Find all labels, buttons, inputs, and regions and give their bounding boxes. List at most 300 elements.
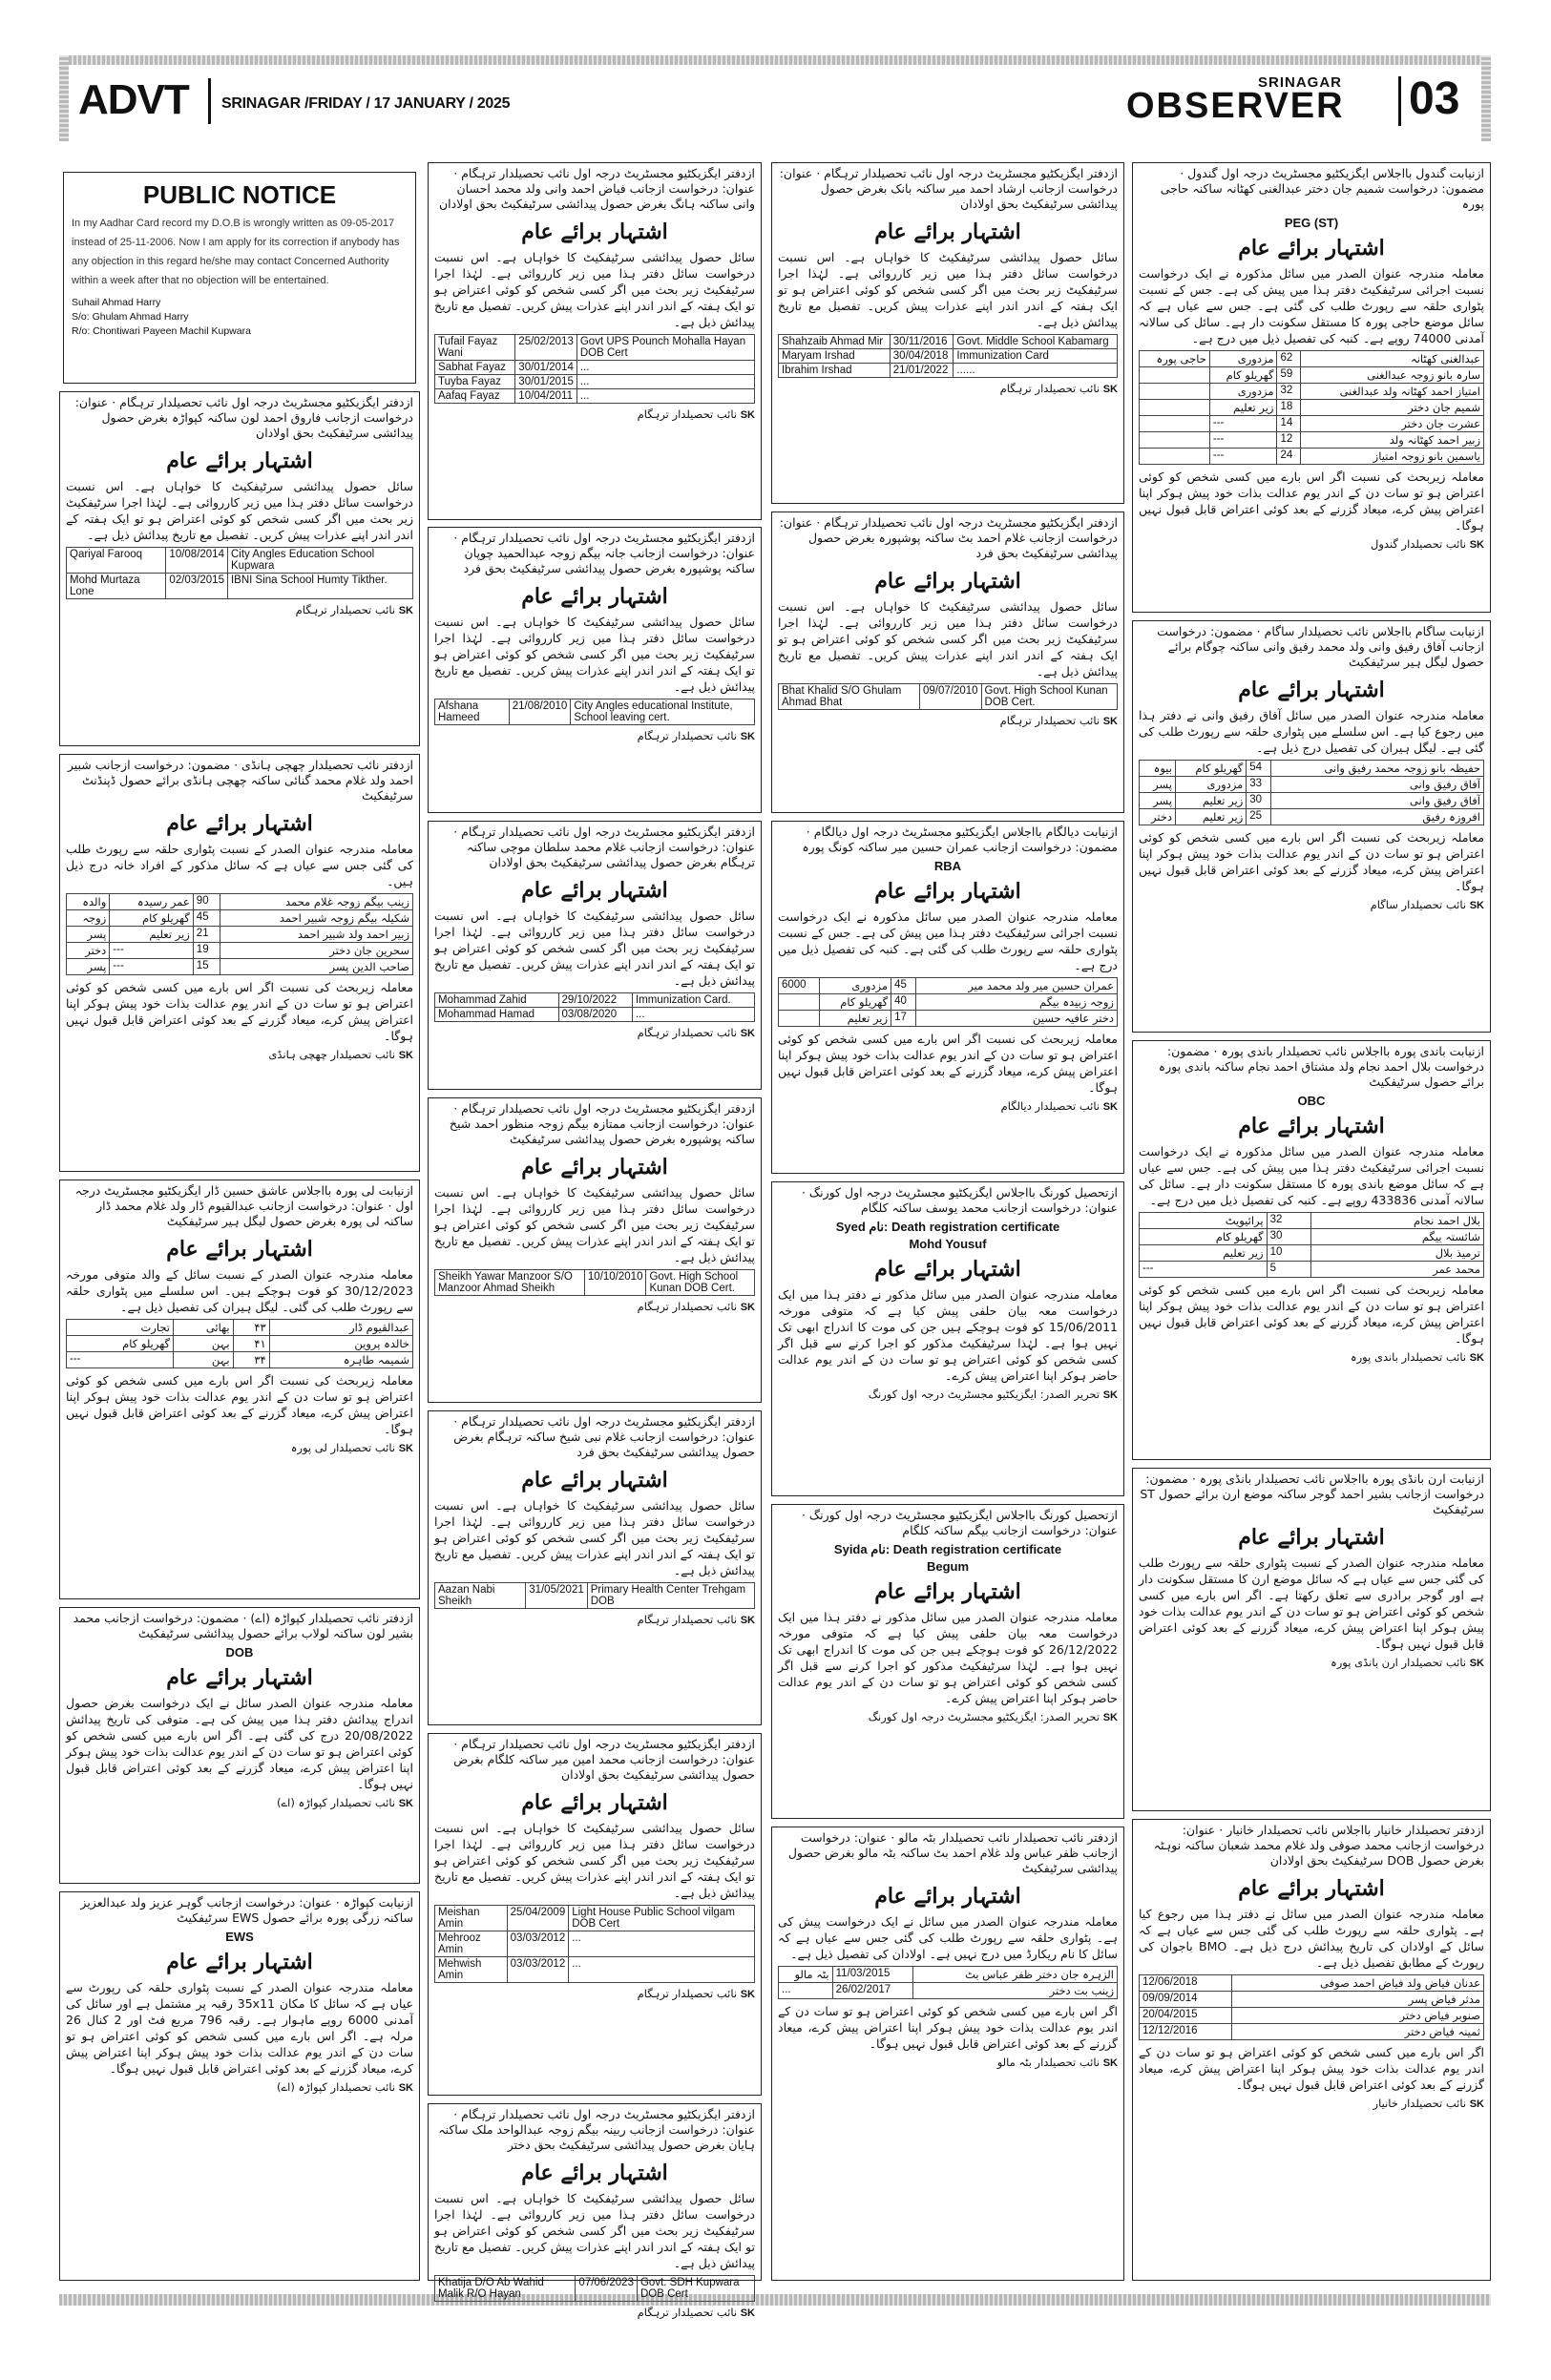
table-row	[1140, 2024, 1484, 2040]
table-cell: مزدوری	[1209, 351, 1277, 367]
table-row	[435, 1957, 755, 1983]
table-cell: بھائی	[173, 1320, 233, 1336]
table-cell: Ibrahim Irshad	[779, 364, 891, 378]
table-row	[435, 361, 755, 375]
table-cell	[1140, 384, 1210, 400]
details-table	[778, 977, 1118, 1027]
sk-mark: SK	[1102, 384, 1118, 395]
table-cell: 24	[1277, 449, 1301, 465]
sk-mark: SK	[1102, 716, 1118, 727]
ad-footer	[772, 2054, 1123, 2071]
table-cell: 10/10/2010	[584, 1270, 646, 1296]
table-cell: Immunization Card.	[632, 993, 754, 1008]
table-cell: امتیاز احمد کھٹانہ ولد عبدالغنی	[1301, 384, 1484, 400]
table-cell: Mehrooz Amin	[435, 1931, 508, 1957]
table-cell: ......	[954, 364, 1118, 378]
table-cell: 32	[1267, 1213, 1311, 1229]
ad-closing: معاملہ زیربحث کی نسبت اگر اس بارے میں کسی شخص کو کوئی اعتراض ہو تو سات دن کے اندر یوم عدالت بذات خود پیش ہوکر اپنا اعتراض پیش کرے، میعاد گزرنے کے بعد کوئی اعتراض قابل قبول نہیں ہوگا۔	[1139, 470, 1484, 532]
ad-heading: ازنیابت باندی پورہ بااجلاس نائب تحصیلدار باندی پورہ · مضمون: درخواست بلال احمد نجام ولد مشتاق احمد نجام ساکنہ باندی پورہ برائے حصول سرٹیفکیٹ	[1158, 1044, 1484, 1089]
ad-title: اشتہار برائے عام	[166, 1665, 313, 1690]
ad-body: معاملہ مندرجہ عنوان الصدر میں سائل مذکور نے دفتر ہذا میں ایک درخواست معہ بیان حلفی پیش کیا ہے کہ متوفی مورخہ 26/12/2022 کو فوت ہوچکے ہیں جن کی موت کا اندراج ابھی تک نہیں ہوا ہے۔ لہٰذا سرٹیفکیٹ مذکور کو اجرا کرنے سے قبل اگر کسی شخص کو کوئی اعتراض ہو تو سات دن کے اندر یوم عدالت حاضر ہوکر اپنا اعتراض پیش کرے۔	[778, 1610, 1118, 1705]
ad-closing: معاملہ زیربحث کی نسبت اگر اس بارے میں کسی شخص کو کوئی اعتراض ہو تو سات دن کے اندر یوم عدالت بذات خود پیش ہوکر اپنا اعتراض پیش کرے، میعاد گزرنے کے بعد کوئی اعتراض قابل قبول نہیں ہوگا۔	[66, 980, 413, 1043]
table-cell: عبدالقیوم ڈار	[269, 1320, 412, 1336]
table-cell: ---	[1209, 449, 1277, 465]
table-row	[1140, 1245, 1484, 1262]
table-row	[435, 1270, 755, 1296]
ad-heading: ازدفتر ایگزیکٹیو مجسٹریٹ درجہ اول نائب تحصیلدار ترہگام · عنوان: درخواست ازجانب ارشاد احمد میر ساکنہ بانک بغرض حصول پیدائشی سرٹیفکیٹ بحق اولادان	[779, 166, 1118, 211]
deceased-name: Mohd Yousuf	[909, 1237, 987, 1251]
table-cell: دختر	[67, 943, 110, 959]
page-frame-bottom	[59, 2294, 1491, 2306]
public-notice-signature	[72, 296, 408, 339]
ad-footer	[772, 712, 1123, 729]
ad-title: اشتہار برائے عام	[166, 449, 313, 473]
table-cell: شمیمہ طاہرہ	[269, 1352, 412, 1368]
table-cell: گھریلو کام	[1209, 367, 1277, 384]
table-cell: گھریلو کام	[1175, 761, 1246, 777]
ad-body: سائل حصول پیدائشی سرٹیفکیٹ کا خواہاں ہے۔ اس نسبت درخواست سائل دفتر ہذا میں زیر کارروائی ہے۔ لہٰذا اجرا سرٹیفکیٹ زیر بحث میں اگر کسی شخص کو کوئی اعتراض ہو تو ایک ہفتہ کے اندر اندر اپنے عذرات پیش کریں۔ تفصیل مع تاریخ پیدائش ذیل ہے۔	[434, 908, 755, 988]
table-cell: 31/05/2021	[526, 1583, 588, 1609]
table-cell: Afshana Hameed	[435, 699, 510, 725]
issuing-officer: نائب تحصیلدار ترہگام	[637, 1613, 738, 1626]
ad-body: معاملہ مندرجہ عنوان الصدر میں سائل مذکور نے دفتر ہذا میں ایک درخواست معہ بیان حلفی پیش کیا ہے کہ متوفی مورخہ 15/06/2011 کو فوت ہوچکے ہیں جن کی موت کا اندراج ابھی تک نہیں ہوا ہے۔ لہٰذا سرٹیفکیٹ مذکور کو اجرا کرنے سے قبل اگر کسی شخص کو کوئی اعتراض ہو تو سات دن کے اندر یوم عدالت حاضر ہوکر اپنا اعتراض پیش کرے۔	[778, 1287, 1118, 1383]
sk-mark: SK	[398, 605, 413, 616]
certificate-type: DOB	[225, 1645, 254, 1660]
table-cell: Mohammad Zahid	[435, 993, 559, 1008]
ad-heading: ازدفتر ایگزیکٹیو مجسٹریٹ درجہ اول نائب تحصیلدار ترہگام · عنوان: درخواست ازجانب محمد امین میر ساکنہ کلگام بغرض حصول پیدائشی سرٹیفکیٹ بحق اولادان	[453, 1737, 755, 1782]
ad-box	[59, 754, 420, 1172]
ad-box	[59, 1891, 420, 2281]
table-cell: دختر	[1140, 809, 1176, 825]
sk-mark: SK	[398, 1798, 413, 1809]
table-cell: ---	[1209, 416, 1277, 432]
ad-box	[771, 1181, 1124, 1496]
table-cell: زینب بیگم زوجہ غلام محمد	[220, 894, 412, 910]
ad-heading: ازدفتر ایگزیکٹیو مجسٹریٹ درجہ اول نائب تحصیلدار ترہگام · عنوان: درخواست ازجانب غلام نبی شیخ ساکنہ ترہگام بغرض حصول پیدائشی سرٹیفکیٹ بحق فرد	[453, 1414, 755, 1459]
ad-footer	[1133, 896, 1490, 913]
ad-title: اشتہار برائے عام	[1238, 1876, 1385, 1901]
table-row	[435, 389, 755, 404]
ad-heading: ازنیابت گندول بااجلاس ایگزیکٹیو مجسٹریٹ درجہ اول گندول · مضمون: درخواست شمیم جان دختر عبدالغنی کھٹانہ ساکنہ حاجی پورہ	[1160, 166, 1484, 211]
table-cell: Aafaq Fayaz	[435, 389, 515, 404]
ad-title: اشتہار برائے عام	[1238, 1114, 1385, 1138]
table-cell	[779, 1011, 820, 1027]
table-cell: آفاق رفیق وانی	[1271, 777, 1484, 793]
ad-body: سائل حصول پیدائشی سرٹیفکیٹ کا خواہاں ہے۔ اس نسبت درخواست سائل دفتر ہذا میں زیر کارروائی ہے۔ لہٰذا اجرا سرٹیفکیٹ زیر بحث میں اگر کسی شخص کو کوئی اعتراض ہو تو ایک ہفتہ کے اندر اندر اپنے عذرات پیش کریں۔ تفصیل مع تاریخ پیدائش ذیل ہے۔	[434, 1498, 755, 1577]
table-cell: عمران حسین میر ولد محمد میر	[916, 978, 1118, 994]
issuing-officer: نائب تحصیلدار کپواڑہ (اے)	[276, 1796, 396, 1809]
table-cell: عبدالغنی کھٹانہ	[1301, 351, 1484, 367]
table-cell: عشرت جان دختر	[1301, 416, 1484, 432]
issuing-officer: نائب تحصیلدار ترہگام	[637, 729, 738, 742]
table-cell: پسر	[1140, 793, 1176, 809]
table-cell: گھریلو کام	[67, 1336, 174, 1352]
ad-heading: ازدفتر تحصیلدار خانیار بااجلاس نائب تحصیلدار خانیار · عنوان: درخواست ازجانب محمد صوفی ولد غلام محمد شعبان ساکنہ نوہٹہ بغرض حصول DOB سرٹیفکیٹ بحق اولادان	[1153, 1823, 1484, 1868]
table-cell: پسر	[67, 959, 110, 975]
table-row	[1140, 449, 1484, 465]
ad-footer	[1133, 1654, 1490, 1671]
ad-footer	[429, 2304, 761, 2321]
table-cell: زوجہ	[67, 910, 110, 927]
table-cell: ...	[576, 361, 754, 375]
table-row	[1140, 367, 1484, 384]
table-cell: الزہرہ جان دختر ظفر عباس بٹ	[913, 1967, 1118, 1983]
ad-body: سائل حصول پیدائشی سرٹیفکیٹ کا خواہاں ہے۔ اس نسبت درخواست سائل دفتر ہذا میں زیر کارروائی ہے۔ لہٰذا اجرا سرٹیفکیٹ زیر بحث میں اگر کسی شخص کو کوئی اعتراض ہو تو ایک ہفتہ کے اندر اندر اپنے عذرات پیش کریں۔ تفصیل مع تاریخ پیدائش ذیل ہے۔	[434, 1821, 755, 1900]
table-row	[67, 548, 413, 574]
issuing-officer: تحریر الصدر: ایگزیکٹیو مجسٹریٹ درجہ اول کورنگ	[868, 1710, 1100, 1723]
table-cell: 19	[193, 943, 220, 959]
table-cell: Tufail Fayaz Wani	[435, 335, 515, 361]
ad-title: اشتہار برائے عام	[874, 1884, 1021, 1909]
issuing-officer: نائب تحصیلدار باندی پورہ	[1350, 1350, 1467, 1364]
ad-footer	[429, 727, 761, 744]
table-cell: 54	[1247, 761, 1271, 777]
table-cell: ...	[779, 1983, 833, 1999]
table-cell: 33	[1247, 777, 1271, 793]
issuing-officer: نائب تحصیلدار ترہگام	[295, 603, 396, 616]
table-cell: 10	[1267, 1245, 1311, 1262]
page-frame-right	[1481, 55, 1491, 141]
table-cell: 45	[891, 978, 916, 994]
ad-footer	[60, 2078, 419, 2096]
table-row	[779, 335, 1118, 349]
issuing-officer: نائب تحصیلدار کپواڑہ (اے)	[276, 2080, 396, 2094]
table-cell	[1140, 367, 1210, 384]
table-cell: 30/01/2015	[515, 375, 577, 389]
table-cell: 21/08/2010	[509, 699, 571, 725]
table-cell: حفیظہ بانو زوجہ محمد رفیق وانی	[1271, 761, 1484, 777]
details-table	[66, 547, 413, 599]
table-row	[1140, 793, 1484, 809]
table-cell: محمد عمر	[1311, 1262, 1484, 1278]
table-cell: Tuyba Fayaz	[435, 375, 515, 389]
table-cell	[779, 994, 820, 1011]
details-table	[1139, 350, 1484, 465]
ad-box	[1132, 1040, 1491, 1460]
page-frame-left	[59, 55, 69, 141]
ad-heading: ازدفتر نائب تحصیلدار چھچی ہانڈی · مضمون: درخواست ازجانب شبیر احمد ولد غلام محمد گنائی ساکنہ چھچی ہانڈی برائے حصول ڈپنڈنٹ سرٹیفکیٹ	[67, 758, 413, 803]
ad-closing: معاملہ زیربحث کی نسبت اگر اس بارے میں کسی شخص کو کوئی اعتراض ہو تو سات دن کے اندر یوم عدالت بذات خود پیش ہوکر اپنا اعتراض پیش کرے، میعاد گزرنے کے بعد کوئی اعتراض قابل قبول نہیں ہوگا۔	[1139, 830, 1484, 893]
details-table	[434, 1582, 755, 1609]
table-cell: City Angles educational Institute, School leaving cert.	[571, 699, 755, 725]
ad-body: سائل حصول پیدائشی سرٹیفکیٹ کا خواہاں ہے۔ اس نسبت درخواست سائل دفتر ہذا میں زیر کارروائی ہے۔ لہٰذا اجرا سرٹیفکیٹ زیر بحث میں اگر کسی شخص کو کوئی اعتراض ہو تو ایک ہفتہ کے اندر اندر اپنے عذرات پیش کریں۔ تفصیل مع تاریخ پیدائش ذیل ہے۔	[66, 479, 413, 542]
ad-box	[59, 391, 420, 746]
table-cell: 18	[1277, 400, 1301, 416]
table-row	[67, 943, 413, 959]
table-cell: زیر تعلیم	[820, 1011, 891, 1027]
table-cell: 14	[1277, 416, 1301, 432]
ad-box	[771, 162, 1124, 504]
ad-closing: معاملہ زیربحث کی نسبت اگر اس بارے میں کسی شخص کو کوئی اعتراض ہو تو سات دن کے اندر یوم عدالت بذات خود پیش ہوکر اپنا اعتراض پیش کرے، میعاد گزرنے کے بعد کوئی اعتراض قابل قبول نہیں ہوگا۔	[778, 1032, 1118, 1095]
table-row	[779, 684, 1118, 710]
sk-mark: SK	[740, 1028, 755, 1039]
table-cell: بلال احمد نجام	[1311, 1213, 1484, 1229]
table-cell: 21/01/2022	[890, 364, 954, 378]
ad-box	[428, 162, 762, 520]
sk-mark: SK	[1469, 2098, 1484, 2110]
table-cell: 29/10/2022	[558, 993, 632, 1008]
ad-footer	[1133, 1348, 1490, 1366]
issuing-officer: نائب تحصیلدار ارن بانڈی پورہ	[1331, 1656, 1467, 1669]
table-row	[779, 994, 1118, 1011]
masthead-paper: OBSERVER	[1126, 86, 1345, 126]
issuing-officer: تحریر الصدر: ایگزیکٹیو مجسٹریٹ درجہ اول کورنگ	[868, 1388, 1100, 1401]
table-cell: عمر رسیدہ	[110, 894, 194, 910]
ad-heading: ازدفتر نائب تحصیلدار کپواڑہ (اے) · مضمون: درخواست ازجانب محمد بشیر لون ساکنہ لولاب برائے حصول پیدائشی سرٹیفکیٹ	[73, 1611, 413, 1640]
sk-mark: SK	[740, 409, 755, 421]
sk-mark: SK	[398, 1443, 413, 1454]
ad-body: سائل حصول پیدائشی سرٹیفکیٹ کا خواہاں ہے۔ اس نسبت درخواست سائل دفتر ہذا میں زیر کارروائی ہے۔ لہٰذا اجرا سرٹیفکیٹ زیر بحث میں اگر کسی شخص کو کوئی اعتراض ہو تو ایک ہفتہ کے اندر اندر اپنے عذرات پیش کریں۔ تفصیل مع تاریخ پیدائش ذیل ہے۔	[434, 250, 755, 329]
certificate-type: OBC	[1297, 1094, 1326, 1108]
masthead-divider	[208, 78, 211, 124]
table-cell: ...	[569, 1957, 755, 1983]
ad-footer	[429, 406, 761, 423]
ad-box	[1132, 162, 1491, 613]
ad-title: اشتہار برائے عام	[166, 811, 313, 836]
certificate-type: Syida نام: Death registration certificate	[833, 1542, 1062, 1556]
table-cell: 20/04/2015	[1140, 2008, 1232, 2024]
ad-heading: ازدفتر ایگزیکٹیو مجسٹریٹ درجہ اول نائب تحصیلدار ترہگام · عنوان: درخواست ازجانب جانہ بیگم زوجہ عبدالحمید چوپان ساکنہ پوشپورہ بغرض حصول پیدائشی سرٹیفکیٹ بحق فرد	[453, 531, 755, 575]
ad-body: معاملہ مندرجہ عنوان الصدر میں سائل مذکورہ نے ایک درخواست نسبت اجرائی سرٹیفکیٹ دفتر ہذا میں پیش کی ہے۔ جس کے نسبت پٹواری حلقہ سے رپورٹ طلب کی گئی ہے۔ کنبہ کی تفصیل ذیل میں درج ہے۔	[778, 909, 1118, 972]
table-cell: 25/02/2013	[515, 335, 577, 361]
table-cell: 59	[1277, 367, 1301, 384]
table-cell: ۳۴	[233, 1352, 269, 1368]
details-table	[434, 1905, 755, 1983]
ad-heading: ازدفتر ایگزیکٹیو مجسٹریٹ درجہ اول نائب تحصیلدار ترہگام · عنوان: درخواست ازجانب غلام احمد بٹ ساکنہ پوشپورہ بغرض حصول پیدائشی سرٹیفکیٹ بحق فرد	[779, 515, 1118, 560]
table-cell: Meishan Amin	[435, 1906, 508, 1931]
table-row	[67, 927, 413, 943]
table-cell: زبیر احمد ولد شبیر احمد	[220, 927, 412, 943]
ad-heading: ازدفتر ایگزیکٹیو مجسٹریٹ درجہ اول نائب تحصیلدار ترہگام · عنوان: درخواست ازجانب غلام محمد سلطان موچی ساکنہ ترہگام بغرض حصول پیدائشی سرٹیفکیٹ بحق اولادان	[453, 825, 755, 869]
ad-footer	[60, 1794, 419, 1811]
table-row	[67, 910, 413, 927]
table-cell	[1140, 432, 1210, 449]
table-cell: 30/11/2016	[890, 335, 954, 349]
ad-closing: اگر اس بارے میں کسی شخص کو کوئی اعتراض ہو تو سات دن کے اندر یوم عدالت بذات خود پیش ہوکر اپنا اعتراض پیش کرے، میعاد گزرنے کے بعد کوئی اعتراض قابل قبول نہیں ہوگا۔	[778, 2004, 1118, 2051]
table-row	[1140, 416, 1484, 432]
issuing-officer: نائب تحصیلدار ساگام	[1370, 898, 1467, 911]
public-notice-title: PUBLIC NOTICE	[142, 180, 337, 209]
table-cell: ۴۱	[233, 1336, 269, 1352]
issuing-officer: نائب تحصیلدار دیالگام	[1000, 1099, 1100, 1113]
table-cell: مزدوری	[1209, 384, 1277, 400]
ad-box	[1132, 1468, 1491, 1811]
ad-box	[428, 1733, 762, 2096]
table-cell: Shahzaib Ahmad Mir	[779, 335, 891, 349]
certificate-type: PEG (ST)	[1284, 216, 1339, 230]
table-cell: سحرین جان دختر	[220, 943, 412, 959]
table-cell: 09/09/2014	[1140, 1992, 1232, 2008]
table-cell: ...	[576, 389, 754, 404]
table-cell: بہن	[173, 1352, 233, 1368]
table-cell: 45	[193, 910, 220, 927]
table-cell: 02/03/2015	[166, 574, 228, 599]
page-number: 03	[1409, 73, 1460, 124]
ad-box	[428, 527, 762, 813]
ad-closing: معاملہ زیربحث کی نسبت اگر اس بارے میں کسی شخص کو کوئی اعتراض ہو تو سات دن کے اندر یوم عدالت بذات خود پیش ہوکر اپنا اعتراض پیش کرے، میعاد گزرنے کے بعد کوئی اعتراض قابل قبول نہیں ہوگا۔	[1139, 1283, 1484, 1346]
ad-box	[428, 2103, 762, 2319]
ad-closing: معاملہ زیربحث کی نسبت اگر اس بارے میں کسی شخص کو کوئی اعتراض ہو تو سات دن کے اندر یوم عدالت بذات خود پیش ہوکر اپنا اعتراض پیش کرے، میعاد گزرنے کے بعد کوئی اعتراض قابل قبول نہیں ہوگا۔	[66, 1373, 413, 1436]
table-cell: Govt. High School Kunan DOB Cert.	[646, 1270, 755, 1296]
table-cell: 32	[1277, 384, 1301, 400]
table-row	[779, 349, 1118, 364]
ad-title: اشتہار برائے عام	[1238, 1525, 1385, 1550]
sk-mark: SK	[1469, 1658, 1484, 1669]
table-cell: افروزہ رفیق	[1271, 809, 1484, 825]
ad-body: معاملہ مندرجہ عنوان الصدر میں سائل آفاق رفیق وانی نے دفتر ہذا میں رجوع کیا ہے۔ اس سلسلے میں پٹواری حلقہ سے رپورٹ طلب کی گئی ہے۔ لیگل ہیران کی تفصیل درج ذیل ہے۔	[1139, 708, 1484, 755]
ad-footer	[60, 1439, 419, 1456]
details-table	[778, 1966, 1118, 1999]
table-cell: صاحب الدین پسر	[220, 959, 412, 975]
ad-title: اشتہار برائے عام	[874, 1579, 1021, 1604]
table-cell: 30/01/2014	[515, 361, 577, 375]
table-cell: شمیم جان دختر	[1301, 400, 1484, 416]
sk-mark: SK	[1469, 1352, 1484, 1364]
issuing-officer: نائب تحصیلدار ترہگام	[999, 714, 1100, 727]
ad-body: معاملہ مندرجہ عنوان الصدر میں سائل نے دفتر ہذا میں رجوع کیا ہے۔ پٹواری حلقہ سے رپورٹ طلب کی گئی جس سے عیاں ہے کہ سائل کے اولادان کی تاریخ پیدائش درج ذیل ہے۔ BMO باجوان کی رپورٹ کے مطابق تفصیل ذیل ہے۔	[1139, 1907, 1484, 1970]
ad-body: معاملہ مندرجہ عنوان الصدر سائل نے ایک درخواست بغرض حصول اندراج پیدائش دفتر ہذا میں پیش کی ہے۔ متوفی کی تاریخ پیدائش 20/08/2022 درج کی گئی ہے۔ اگر اس بارے میں کسی شخص کو کوئی اعتراض ہو تو سات دن کے اندر یوم عدالت بذات خود پیش ہوکر اپنا اعتراض پیش کرے، میعاد گزرنے کے بعد کوئی اعتراض قابل قبول نہیں ہوگا۔	[66, 1696, 413, 1791]
table-cell: ثمینہ فیاض دختر	[1232, 2024, 1484, 2040]
table-cell: City Angles Education School Kupwara	[227, 548, 412, 574]
ad-body: معاملہ مندرجہ عنوان الصدر کے نسبت پٹواری حلقہ کی رپورٹ سے عیاں ہے کہ سائل کا مکان 35x11 رقبہ پر مشتمل ہے اور سائل کی آمدنی 6000 روپے ماہوار ہے۔ رقبہ 796 مربع فٹ اور 2 کنال 26 مرلہ ہے۔ اگر اس بارے میں کسی شخص کو کوئی اعتراض ہو تو سات دن کے اندر یوم عدالت بذات خود پیش ہوکر اپنا اعتراض پیش کرے، میعاد گزرنے کے بعد کوئی اعتراض قابل قبول نہیں ہوگا۔	[66, 1980, 413, 2076]
table-cell: 5	[1267, 1262, 1311, 1278]
table-row	[435, 699, 755, 725]
table-cell: بیوہ	[1140, 761, 1176, 777]
table-cell: 10/04/2011	[515, 389, 577, 404]
table-row	[1140, 1229, 1484, 1245]
table-cell: 40	[891, 994, 916, 1011]
ad-title: اشتہار برائے عام	[521, 1790, 668, 1815]
ad-title: اشتہار برائے عام	[1238, 678, 1385, 702]
table-cell: زیر تعلیم	[1175, 809, 1246, 825]
details-table	[1139, 1212, 1484, 1278]
table-row	[67, 894, 413, 910]
sk-mark: SK	[740, 1302, 755, 1313]
details-table	[778, 334, 1118, 378]
sk-mark: SK	[740, 2307, 755, 2319]
table-cell: Immunization Card	[954, 349, 1118, 364]
table-cell: یاسمین بانو زوجہ امتیاز	[1301, 449, 1484, 465]
ad-title: اشتہار برائے عام	[521, 878, 668, 903]
ad-body: معاملہ مندرجہ عنوان الصدر میں سائل مذکورہ نے ایک درخواست نسبت اجرائی سرٹیفکیٹ دفتر ہذا میں پیش کی ہے۔ جس کے نسبت پٹواری حلقہ سے رپورٹ طلب کی گئی ہے۔ جس سے عیاں ہے کہ سائل موضع حاجی پورہ کا مستقل سکونت دار ہے۔ سائل کی سالانہ آمدنی 74000 روپے ہے۔ کنبہ کی تفصیل ذیل میں درج ہے۔	[1139, 266, 1484, 345]
table-cell: حاجی پورہ	[1140, 351, 1210, 367]
ad-body: معاملہ مندرجہ عنوان الصدر کے نسبت پٹواری حلقہ سے رپورٹ طلب کی گئی جس سے عیاں ہے کہ سائل مذکور کے افراد خانہ درج ذیل ہیں۔	[66, 842, 413, 888]
table-cell: گھریلو کام	[110, 910, 194, 927]
sk-mark: SK	[740, 1615, 755, 1626]
table-cell: 15	[193, 959, 220, 975]
table-cell: دختر عافیہ حسین	[916, 1011, 1118, 1027]
ad-box	[1132, 1819, 1491, 2281]
sk-mark: SK	[1102, 1101, 1118, 1113]
ad-footer	[429, 1024, 761, 1041]
table-cell: ---	[110, 959, 194, 975]
table-row	[435, 993, 755, 1008]
issuing-officer: نائب تحصیلدار ترہگام	[637, 407, 738, 421]
public-notice-name: Suhail Ahmad Harry	[72, 297, 161, 308]
table-cell: 30/04/2018	[890, 349, 954, 364]
table-cell: زبیر احمد کھٹانہ ولد	[1301, 432, 1484, 449]
table-cell: 6000	[779, 978, 820, 994]
public-notice-so: S/o: Ghulam Ahmad Harry	[72, 311, 189, 323]
table-cell: Govt. Middle School Kabamarg	[954, 335, 1118, 349]
ad-box	[428, 1097, 762, 1403]
table-row	[67, 959, 413, 975]
table-row	[1140, 777, 1484, 793]
table-row	[435, 1008, 755, 1022]
details-table	[778, 683, 1118, 710]
table-cell: شکیلہ بیگم زوجہ شبیر احمد	[220, 910, 412, 927]
table-cell: تجارت	[67, 1320, 174, 1336]
table-cell: زوجہ زبیدہ بیگم	[916, 994, 1118, 1011]
table-cell: 07/06/2023	[576, 2276, 638, 2302]
details-table	[434, 1269, 755, 1296]
table-cell: 62	[1277, 351, 1301, 367]
ad-heading: ازنیابت ارن بانڈی پورہ بااجلاس نائب تحصیلدار بانڈی پورہ · مضمون: درخواست ازجانب بشیر احمد گوجر ساکنہ موضع ارن برائے حصول ST سرٹیفکیٹ	[1140, 1472, 1484, 1516]
table-row	[1140, 384, 1484, 400]
table-row	[67, 574, 413, 599]
table-cell: 21	[193, 927, 220, 943]
table-row	[67, 1320, 413, 1336]
issuing-officer: نائب تحصیلدار لی پورہ	[290, 1441, 396, 1454]
issuing-officer: نائب تحصیلدار بٹہ مالو	[996, 2056, 1100, 2069]
table-cell: ...	[632, 1008, 754, 1022]
ad-box	[771, 821, 1124, 1174]
ad-heading: ازدفتر ایگزیکٹیو مجسٹریٹ درجہ اول نائب تحصیلدار ترہگام · عنوان: درخواست ازجانب ربینہ بیگم زوجہ عبدالواحد ملک ساکنہ ہایان بغرض حصول پیدائشی سرٹیفکیٹ بحق دختر	[438, 2107, 755, 2152]
table-cell: 09/07/2010	[919, 684, 981, 710]
table-cell: شائستہ بیگم	[1311, 1229, 1484, 1245]
table-cell: مزدوری	[820, 978, 891, 994]
table-cell: زینب بت دختر	[913, 1983, 1118, 1999]
table-cell: والدہ	[67, 894, 110, 910]
table-cell: 30	[1267, 1229, 1311, 1245]
ad-title: اشتہار برائے عام	[521, 584, 668, 609]
table-cell: Govt UPS Pounch Mohalla Hayan DOB Cert	[576, 335, 754, 361]
ad-title: اشتہار برائے عام	[166, 1950, 313, 1974]
table-row	[1140, 400, 1484, 416]
issuing-officer: نائب تحصیلدار ترہگام	[637, 1987, 738, 2000]
sk-mark: SK	[1469, 539, 1484, 551]
table-cell: ترمیذ بلال	[1311, 1245, 1484, 1262]
ad-body: معاملہ مندرجہ عنوان الصدر میں سائل نے ایک درخواست پیش کی ہے۔ پٹواری حلقہ سے رپورٹ طلب کی گئی جس سے عیاں ہے کہ سائل کا نام ریکارڈ میں درج نہیں ہے۔ اولادان کی تفصیل ذیل ہے۔	[778, 1914, 1118, 1961]
table-row	[67, 1352, 413, 1368]
table-cell: 17	[891, 1011, 916, 1027]
table-cell: آفاق رفیق وانی	[1271, 793, 1484, 809]
ad-footer	[429, 1985, 761, 2002]
table-cell: ---	[1140, 1262, 1268, 1278]
issuing-officer: نائب تحصیلدار ترہگام	[637, 2306, 738, 2319]
table-row	[435, 1906, 755, 1931]
table-cell: ۴۳	[233, 1320, 269, 1336]
ad-body: معاملہ مندرجہ عنوان الصدر کے نسبت سائل کے والد متوفی مورخہ 30/12/2023 کو فوت ہوچکے ہیں۔ اس سلسلے میں پٹواری حلقہ سے رپورٹ طلب کی گئی۔ لیگل ہیران کی تفصیل ذیل ہے۔	[66, 1267, 413, 1314]
ad-heading: ازنیابت ساگام بااجلاس نائب تحصیلدار ساگام · مضمون: درخواست ازجانب آفاق رفیق وانی ولد محمد رفیق وانی ساکنہ چوگام برائے حصول لیگل ہیر سرٹیفکیٹ	[1157, 624, 1484, 669]
issuing-officer: نائب تحصیلدار گندول	[1371, 537, 1467, 551]
ad-footer	[1133, 535, 1490, 553]
table-row	[435, 2276, 755, 2302]
table-row	[1140, 1992, 1484, 2008]
ad-heading: ازنیابت لی پورہ بااجلاس عاشق حسین ڈار ایگزیکٹیو مجسٹریٹ درجہ اول · عنوان: درخواست ازجانب عبدالقیوم ڈار ولد غلام محمد ڈار ساکنہ لی پورہ بغرض حصول لیگل ہیر سرٹیفکیٹ	[74, 1183, 413, 1228]
ad-title: اشتہار برائے عام	[874, 1257, 1021, 1282]
table-row	[779, 1983, 1118, 1999]
table-row	[779, 978, 1118, 994]
sk-mark: SK	[398, 2082, 413, 2094]
public-notice-body: In my Aadhar Card record my D.O.B is wrongly written as 09-05-2017 instead of 25-11-2006. Now I am apply for its correction if anybody has any objection in this regard he/she may contact Concerned Authority within a week after that no objection will be entertained.	[72, 218, 400, 286]
table-row	[1140, 761, 1484, 777]
ad-body: سائل حصول پیدائشی سرٹیفکیٹ کا خواہاں ہے۔ اس نسبت درخواست سائل دفتر ہذا میں زیر کارروائی ہے۔ لہٰذا اجرا سرٹیفکیٹ زیر بحث میں اگر کسی شخص کو کوئی اعتراض ہو تو ایک ہفتہ کے اندر اندر اپنے عذرات پیش کریں۔ تفصیل مع تاریخ پیدائش ذیل ہے۔	[434, 2191, 755, 2270]
details-table	[434, 992, 755, 1022]
masthead-divider-right	[1398, 76, 1401, 126]
ad-title: اشتہار برائے عام	[166, 1237, 313, 1262]
ad-footer	[60, 601, 419, 618]
